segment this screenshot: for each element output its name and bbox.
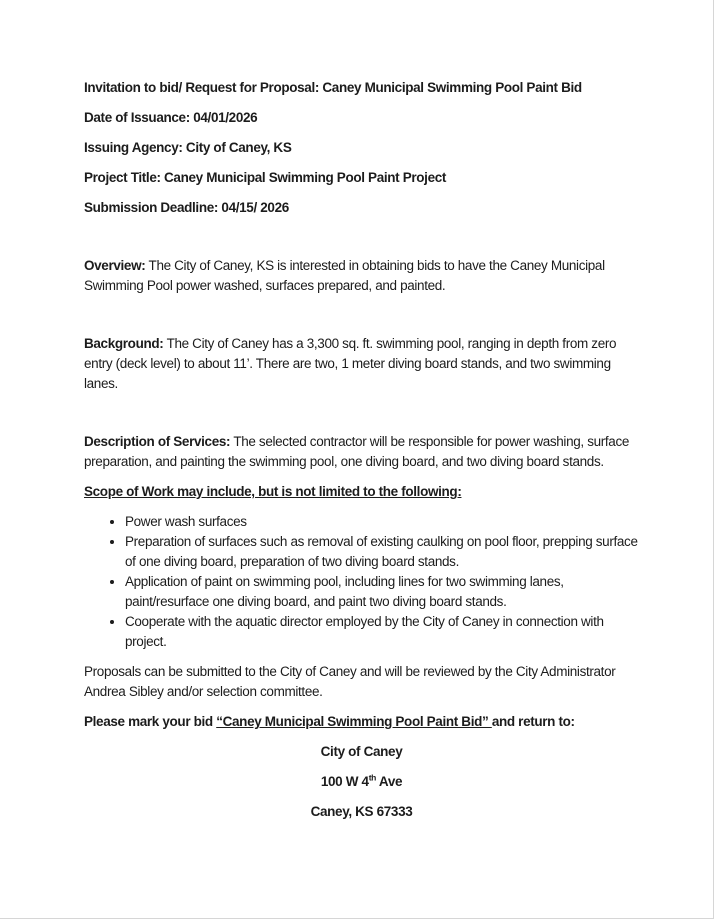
overview-label: Overview: (84, 258, 146, 273)
mark-bid-quoted-title: “Caney Municipal Swimming Pool Paint Bid” (216, 714, 492, 729)
mark-bid-suffix: and return to: (491, 714, 575, 729)
description-of-services-paragraph (84, 432, 639, 472)
street-ordinal-suffix: th (368, 772, 377, 783)
submission-deadline: Submission Deadline: 04/15/ 2026 (84, 200, 289, 215)
description-of-services-text: The selected contractor will be responsible for power washing, surface preparation, and painting the swimming pool, one diving board, and two diving board stands. (84, 434, 630, 469)
return-address-street (84, 772, 639, 792)
blank-line (84, 306, 639, 334)
proposals-paragraph: Proposals can be submitted to the City of Caney and will be reviewed by the City Administrator Andrea Sibley and/or selection committee. (84, 664, 616, 699)
blank-line (84, 404, 639, 432)
background-label: Background: (84, 336, 164, 351)
return-address-name: City of Caney (320, 744, 403, 759)
project-title: Project Title: Caney Municipal Swimming Pool Paint Project (84, 170, 447, 185)
street-name: Ave (376, 774, 403, 789)
mark-bid-line (84, 712, 639, 732)
scope-item-power-wash: • Power wash surfaces (125, 512, 639, 532)
doc-title: Invitation to bid/ Request for Proposal: Caney Municipal Swimming Pool Paint Bid (84, 80, 582, 95)
scope-item-preparation: • Preparation of surfaces such as removal of existing caulking on pool floor, prepping surface of one diving board, preparation of two diving board stands. (125, 532, 639, 572)
scope-item-cooperate: • Cooperate with the aquatic director employed by the City of Caney in connection with project. (125, 612, 639, 652)
description-of-services-label: Description of Services: (84, 434, 231, 449)
scope-item-paint-application: • Application of paint on swimming pool, including lines for two swimming lanes, paint/resurface one diving board, and paint two diving board stands. (125, 572, 639, 612)
background-paragraph (84, 334, 639, 394)
date-of-issuance: Date of Issuance: 04/01/2026 (84, 110, 258, 125)
mark-bid-prefix: Please mark your bid (84, 714, 217, 729)
street-number: 100 W 4 (320, 774, 369, 789)
overview-text: The City of Caney, KS is interested in obtaining bids to have the Caney Municipal Swimming Pool power washed, surfaces prepared, and painted. (84, 258, 605, 293)
scope-of-work-heading: Scope of Work may include, but is not limited to the following: (84, 484, 462, 499)
background-text: The City of Caney has a 3,300 sq. ft. swimming pool, ranging in depth from zero entry (deck level) to about 11’. There are two, 1 meter diving board stands, and two swimming lanes. (84, 336, 617, 391)
blank-line (84, 228, 639, 256)
scope-of-work-list (84, 512, 639, 652)
overview-paragraph (84, 256, 639, 296)
issuing-agency: Issuing Agency: City of Caney, KS (84, 140, 292, 155)
return-address-city: Caney, KS 67333 (310, 804, 413, 819)
